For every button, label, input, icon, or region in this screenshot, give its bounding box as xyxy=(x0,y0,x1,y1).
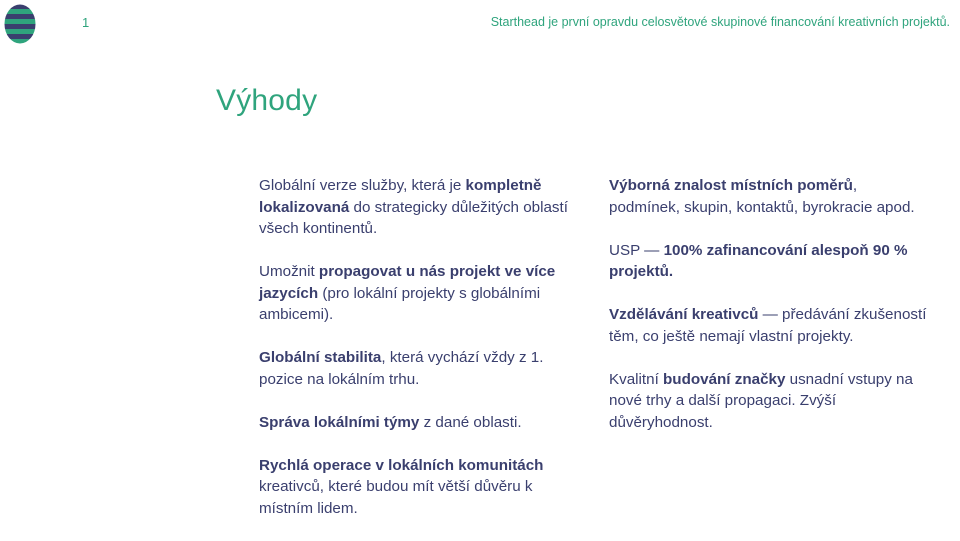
benefit-paragraph xyxy=(609,369,929,434)
paragraph-text: Kvalitní xyxy=(609,370,664,388)
paragraph-highlight: kompletně lokalizovaná xyxy=(259,177,542,216)
paragraph-text: — předávání zkušeností těm, co ještě nemají vlastní projekty. xyxy=(609,306,927,345)
benefit-paragraph xyxy=(259,455,571,520)
paragraph-text: do strategicky důležitých oblastí všech kontinentů. xyxy=(259,198,568,237)
right-column xyxy=(609,175,929,455)
benefit-paragraph xyxy=(259,261,571,326)
page-title: Výhody xyxy=(216,84,318,117)
paragraph-text: kreativců, které budou mít větší důvěru k místním lidem. xyxy=(259,478,533,517)
paragraph-text: Umožnit xyxy=(259,263,319,280)
paragraph-highlight: Správa lokálními týmy xyxy=(259,413,420,431)
paragraph-highlight: Rychlá operace v lokálních komunitách xyxy=(259,456,544,474)
benefit-paragraph xyxy=(259,175,571,240)
header-tagline: Starthead je první opravdu celosvětové skupinové financování kreativních projektů. xyxy=(490,15,950,29)
paragraph-highlight: Vzdělávání kreativců xyxy=(609,306,759,323)
paragraph-text: , podmínek, skupin, kontaktů, byrokracie apod. xyxy=(609,177,915,216)
benefit-paragraph xyxy=(609,240,929,283)
striped-circle-logo-icon xyxy=(4,4,36,44)
paragraph-text: Globální verze služby, která je xyxy=(259,177,466,194)
benefit-paragraph xyxy=(259,412,571,434)
left-column xyxy=(259,175,571,541)
logo xyxy=(4,4,36,44)
benefit-paragraph xyxy=(259,347,571,390)
benefit-paragraph xyxy=(609,175,929,218)
paragraph-highlight: propagovat u nás projekt ve více jazycích xyxy=(259,263,556,302)
paragraph-text: usnadní vstupy na nové trhy a další propagaci. Zvýší důvěryhodnost. xyxy=(609,370,913,431)
paragraph-highlight: budování značky xyxy=(663,370,786,388)
page-number: 1 xyxy=(82,15,90,30)
paragraph-text: USP — xyxy=(609,241,664,259)
paragraph-highlight: Výborná znalost místních poměrů xyxy=(609,177,853,194)
paragraph-text: z dané oblasti. xyxy=(419,413,522,431)
benefit-paragraph xyxy=(609,304,929,347)
paragraph-highlight: 100% zafinancování alespoň 90 % projektů. xyxy=(609,241,908,280)
paragraph-highlight: Globální stabilita xyxy=(259,349,382,366)
paragraph-text: , která vychází vždy z 1. pozice na lokálním trhu. xyxy=(259,349,544,388)
paragraph-text: (pro lokální projekty s globálními ambicemi). xyxy=(259,284,541,323)
